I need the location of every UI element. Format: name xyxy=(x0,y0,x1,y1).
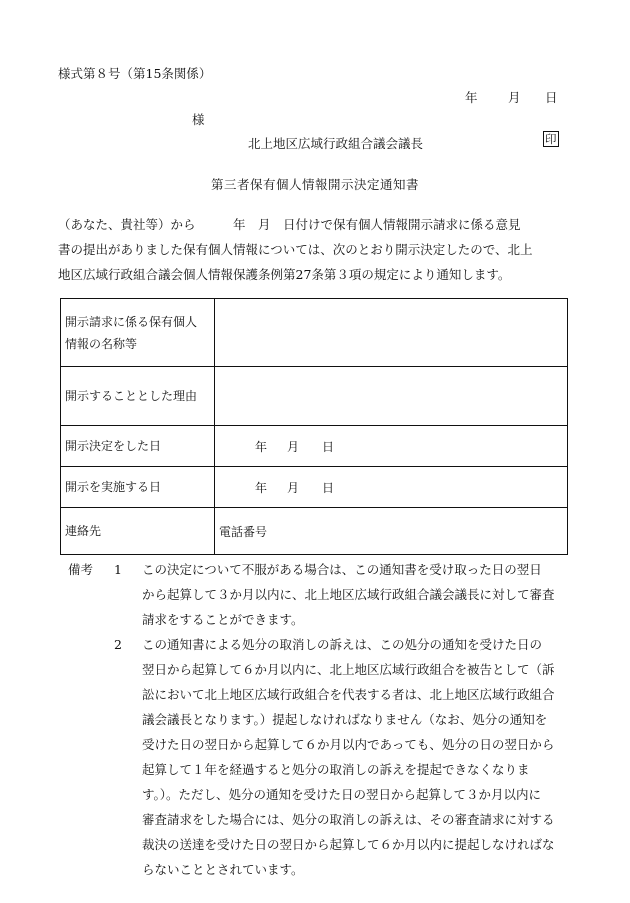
date-day: 日 xyxy=(322,439,335,454)
table-label-cell: 連絡先 xyxy=(61,508,215,555)
table-row xyxy=(61,299,568,367)
note-line: 審査請求をした場合には、処分の取消しの訴えは、その審査請求に対する xyxy=(142,812,555,827)
table-label-cell: 開示を実施する日 xyxy=(61,467,215,508)
issuer-name: 北上地区広域行政組合議会議長 xyxy=(248,136,424,151)
info-table xyxy=(60,298,568,555)
table-date-cell xyxy=(215,426,568,467)
date-month: 月 xyxy=(287,480,300,495)
seal-mark: 印 xyxy=(545,132,557,146)
label-line: 情報の名称等 xyxy=(65,336,138,351)
note-line: 議会議長となります。）提起しなければなりません（なお、処分の通知を xyxy=(142,712,548,727)
table-row xyxy=(61,508,568,555)
note-line: この決定について不服がある場合は、この通知書を受け取った日の翌日 xyxy=(142,562,542,577)
body-line: 地区広域行政組合議会個人情報保護条例第27条第３項の規定により通知します。 xyxy=(58,267,511,282)
body-paragraph xyxy=(58,212,578,287)
note-line: 訟において北上地区広域行政組合を代表する者は、北上地区広域行政組合 xyxy=(142,687,555,702)
table-label-cell: 開示することとした理由 xyxy=(61,367,215,426)
table-value-cell xyxy=(215,299,568,367)
table-date-cell xyxy=(215,467,568,508)
note-line: 起算して１年を経過すると処分の取消しの訴えを提起できなくなりま xyxy=(142,762,530,777)
body-line: 書の提出がありました保有個人情報については、次のとおり開示決定したので、北上 xyxy=(58,242,533,257)
date-month-label: 月 xyxy=(508,90,521,105)
table-row xyxy=(61,467,568,508)
date-day-label: 日 xyxy=(545,90,558,105)
table-row xyxy=(61,367,568,426)
notes-section xyxy=(68,557,578,882)
note-line: す。）。ただし、処分の通知を受けた日の翌日から起算して３か月以内に xyxy=(142,787,542,802)
note-line: 請求をすることができます。 xyxy=(142,612,304,627)
date-year-label: 年 xyxy=(465,90,478,105)
body-line-text: （あなた、貴社等）から 年 月 日付けで保有個人情報開示請求に係る意見 xyxy=(58,217,521,232)
note-line: 受けた日の翌日から起算して６か月以内であっても、処分の日の翌日から xyxy=(142,737,555,752)
table-value-cell xyxy=(215,367,568,426)
note-line: 裁決の送達を受けた日の翌日から起算して６か月以内に提起しなければな xyxy=(142,837,555,852)
table-row xyxy=(61,426,568,467)
form-number: 様式第８号（第15条関係） xyxy=(58,66,212,81)
note-text xyxy=(142,632,578,882)
note-line: この通知書による処分の取消しの訴えは、この処分の通知を受けた日の xyxy=(142,637,543,652)
date-year: 年 xyxy=(255,480,268,495)
note-line: から起算して３か月以内に、北上地区広域行政組合議会議長に対して審査 xyxy=(142,587,555,602)
notes-heading: 備考 xyxy=(68,562,94,577)
body-line xyxy=(58,212,578,237)
date-year: 年 xyxy=(255,439,268,454)
label-line: 開示請求に係る保有個人 xyxy=(65,314,198,329)
note-number: 1 xyxy=(114,562,122,577)
table-value-cell: 電話番号 xyxy=(215,508,568,555)
note-line: 翌日から起算して６か月以内に、北上地区広域行政組合を被告として（訴 xyxy=(142,662,555,677)
date-day: 日 xyxy=(322,480,335,495)
table-label-cell: 開示決定をした日 xyxy=(61,426,215,467)
document-title: 第三者保有個人情報開示決定通知書 xyxy=(210,177,419,192)
table-label-cell xyxy=(61,299,215,367)
note-text xyxy=(142,557,578,632)
addressee-suffix: 様 xyxy=(192,112,205,127)
note-line: らないこととされています。 xyxy=(142,862,304,877)
note-number: 2 xyxy=(114,637,122,652)
date-month: 月 xyxy=(287,439,300,454)
note-item xyxy=(68,557,578,632)
note-item xyxy=(68,632,578,882)
